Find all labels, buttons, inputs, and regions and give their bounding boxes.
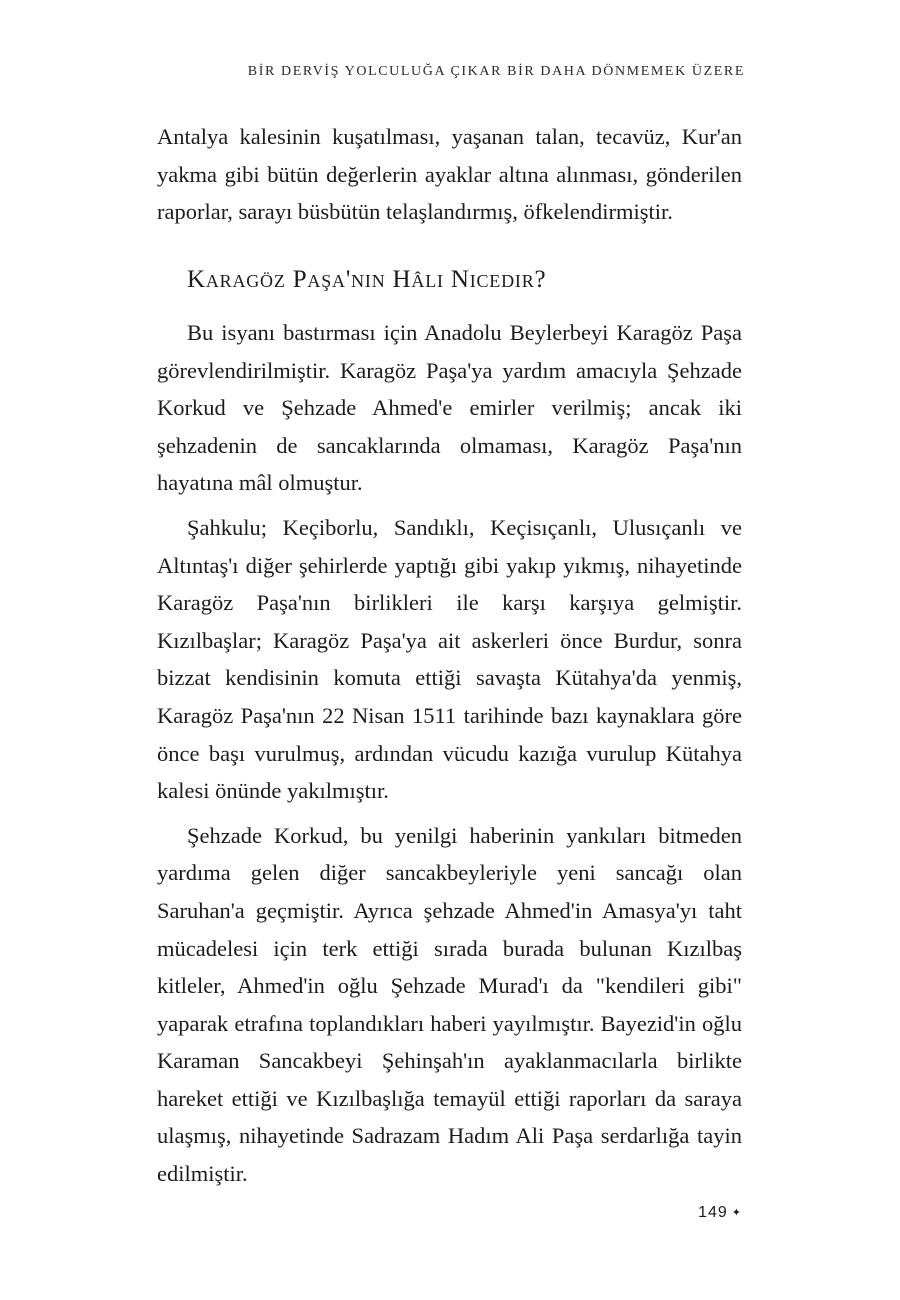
intro-paragraph-block xyxy=(157,118,742,231)
running-header: BİR DERVİŞ YOLCULUĞA ÇIKAR BİR DAHA DÖNMEMEK ÜZERE xyxy=(247,64,745,79)
ornament-icon: ✦ xyxy=(731,1207,742,1219)
body-paragraph: Şahkulu; Keçiborlu, Sandıklı, Keçisıçanlı, Ulusıçanlı ve Altıntaş'ı diğer şehirlerde yaptığı gibi yakıp yıkmış, nihayetinde Karagöz Paşa'nın birlikleri ile karşı karşıya gelmiştir. Kızılbaşlar; Karagöz Paşa'ya ait askerleri önce Burdur, sonra bizzat kendisinin komuta ettiği savaşta Kütahya'da yenmiş, Karagöz Paşa'nın 22 Nisan 1511 tarihinde bazı kaynaklara göre önce başı vurulmuş, ardından vücudu kazığa vurulup Kütahya kalesi önünde yakılmıştır. xyxy=(157,514,742,804)
section-body xyxy=(157,314,742,1193)
intro-paragraph: Antalya kalesinin kuşatılması, yaşanan talan, tecavüz, Kur'an yakma gibi bütün değerlerin ayaklar altına alınması, gönderilen raporlar, sarayı büsbütün telaşlandırmış, öfkelendirmiştir. xyxy=(157,124,742,225)
body-paragraph: Bu isyanı bastırması için Anadolu Beylerbeyi Karagöz Paşa görevlendirilmiştir. Karagöz Paşa'ya yardım amacıyla Şehzade Korkud ve Şehzade Ahmed'e emirler verilmiş; ancak iki şehzadenin de sancaklarında olmaması, Karagöz Paşa'nın hayatına mâl olmuştur. xyxy=(157,320,742,496)
section-heading: Karagöz Paşa'nın Hâli Nicedir? xyxy=(187,266,547,293)
page-footer xyxy=(698,1204,742,1222)
body-paragraph: Şehzade Korkud, bu yenilgi haberinin yankıları bitmeden yardıma gelen diğer sancakbeyleriyle yeni sancağı olan Saruhan'a geçmiştir. Ayrıca şehzade Ahmed'in Amasya'yı taht mücadelesi için terk ettiği sırada burada bulunan Kızılbaş kitleler, Ahmed'in oğlu Şehzade Murad'ı da "kendileri gibi" yaparak etrafına toplandıkları haberi yayılmıştır. Bayezid'in oğlu Karaman Sancakbeyi Şehinşah'ın ayaklanmacılarla birlikte hareket ettiği ve Kızılbaşlığa temayül ettiği raporları da saraya ulaşmış, nihayetinde Sadrazam Hadım Ali Paşa serdarlığa tayin edilmiştir. xyxy=(157,822,742,1187)
page-number: 149 xyxy=(698,1204,728,1221)
